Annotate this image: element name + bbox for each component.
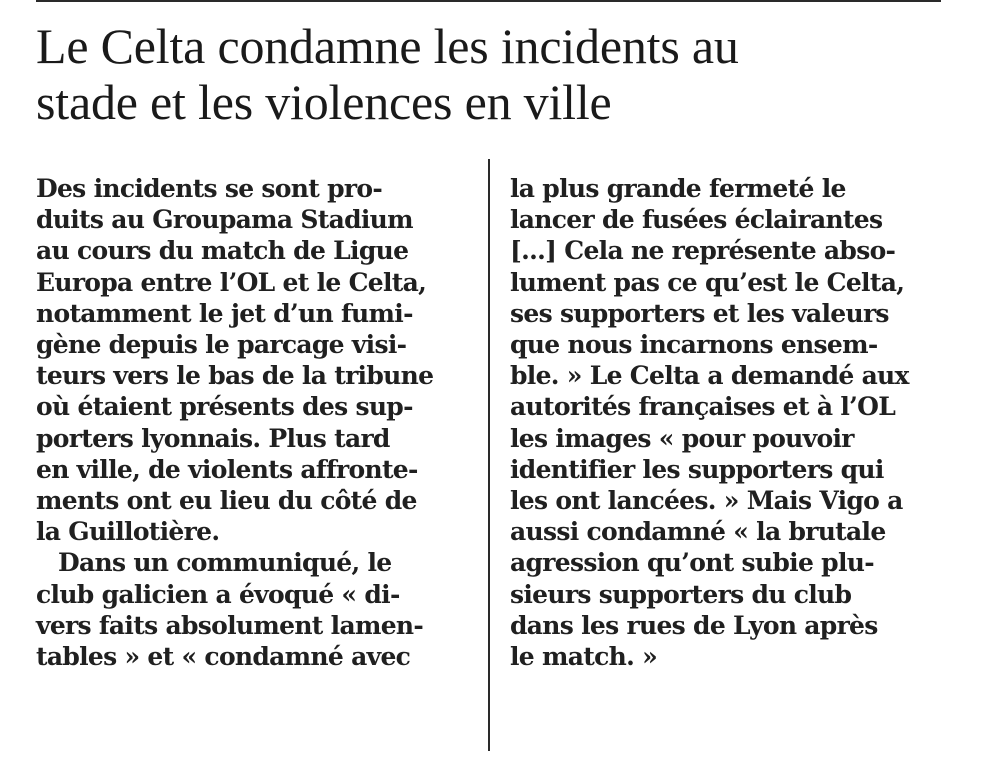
body-line: les ont lancées. » Mais Vigo a bbox=[510, 486, 903, 516]
body-line: lument pas ce qu’est le Celta, bbox=[510, 267, 905, 297]
body-line: club galicien a évoqué « di- bbox=[36, 579, 400, 609]
body-line: la plus grande fermeté le bbox=[510, 174, 846, 203]
column-divider bbox=[488, 159, 490, 751]
body-line: sieurs supporters du club bbox=[510, 579, 852, 609]
body-line: ses supporters et les valeurs bbox=[510, 298, 889, 328]
body-line: lancer de fusées éclairantes bbox=[510, 205, 883, 235]
body-line: identifier les supporters qui bbox=[510, 454, 884, 484]
body-line: agression qu’ont subie plu- bbox=[510, 548, 874, 578]
article-column-right bbox=[510, 173, 960, 672]
body-line: tables » et « condamné avec bbox=[36, 642, 411, 672]
article-column-left bbox=[36, 173, 476, 672]
body-line: teurs vers le bas de la tribune bbox=[36, 361, 434, 391]
body-line: Des incidents se sont pro- bbox=[36, 174, 383, 203]
body-line: où étaient présents des sup- bbox=[36, 392, 413, 422]
top-rule bbox=[36, 0, 941, 2]
paragraph-start-line: Dans un communiqué, le bbox=[58, 548, 392, 578]
body-line: dans les rues de Lyon après bbox=[510, 610, 878, 640]
body-line: gène depuis le parcage visi- bbox=[36, 330, 407, 360]
body-line: notamment le jet d’un fumi- bbox=[36, 298, 413, 328]
body-line: duits au Groupama Stadium bbox=[36, 205, 413, 235]
headline-line: Le Celta condamne les incidents au bbox=[36, 18, 739, 74]
body-line: que nous incarnons ensem- bbox=[510, 330, 878, 360]
body-line: le match. » bbox=[510, 642, 658, 672]
body-line: au cours du match de Ligue bbox=[36, 236, 409, 266]
body-line: porters lyonnais. Plus tard bbox=[36, 423, 390, 453]
body-line: ble. » Le Celta a demandé aux bbox=[510, 361, 909, 391]
headline bbox=[36, 18, 976, 130]
headline-line: stade et les violences en ville bbox=[36, 74, 612, 130]
body-line: en ville, de violents affronte- bbox=[36, 454, 418, 484]
body-line: ments ont eu lieu du côté de bbox=[36, 486, 417, 516]
body-line: autorités françaises et à l’OL bbox=[510, 392, 896, 422]
body-line: Europa entre l’OL et le Celta, bbox=[36, 267, 427, 297]
body-line: les images « pour pouvoir bbox=[510, 423, 854, 453]
body-line: la Guillotière. bbox=[36, 517, 220, 547]
body-line: aussi condamné « la brutale bbox=[510, 517, 886, 547]
body-line: vers faits absolument lamen- bbox=[36, 610, 424, 640]
body-line: [...] Cela ne représente abso- bbox=[510, 236, 896, 266]
